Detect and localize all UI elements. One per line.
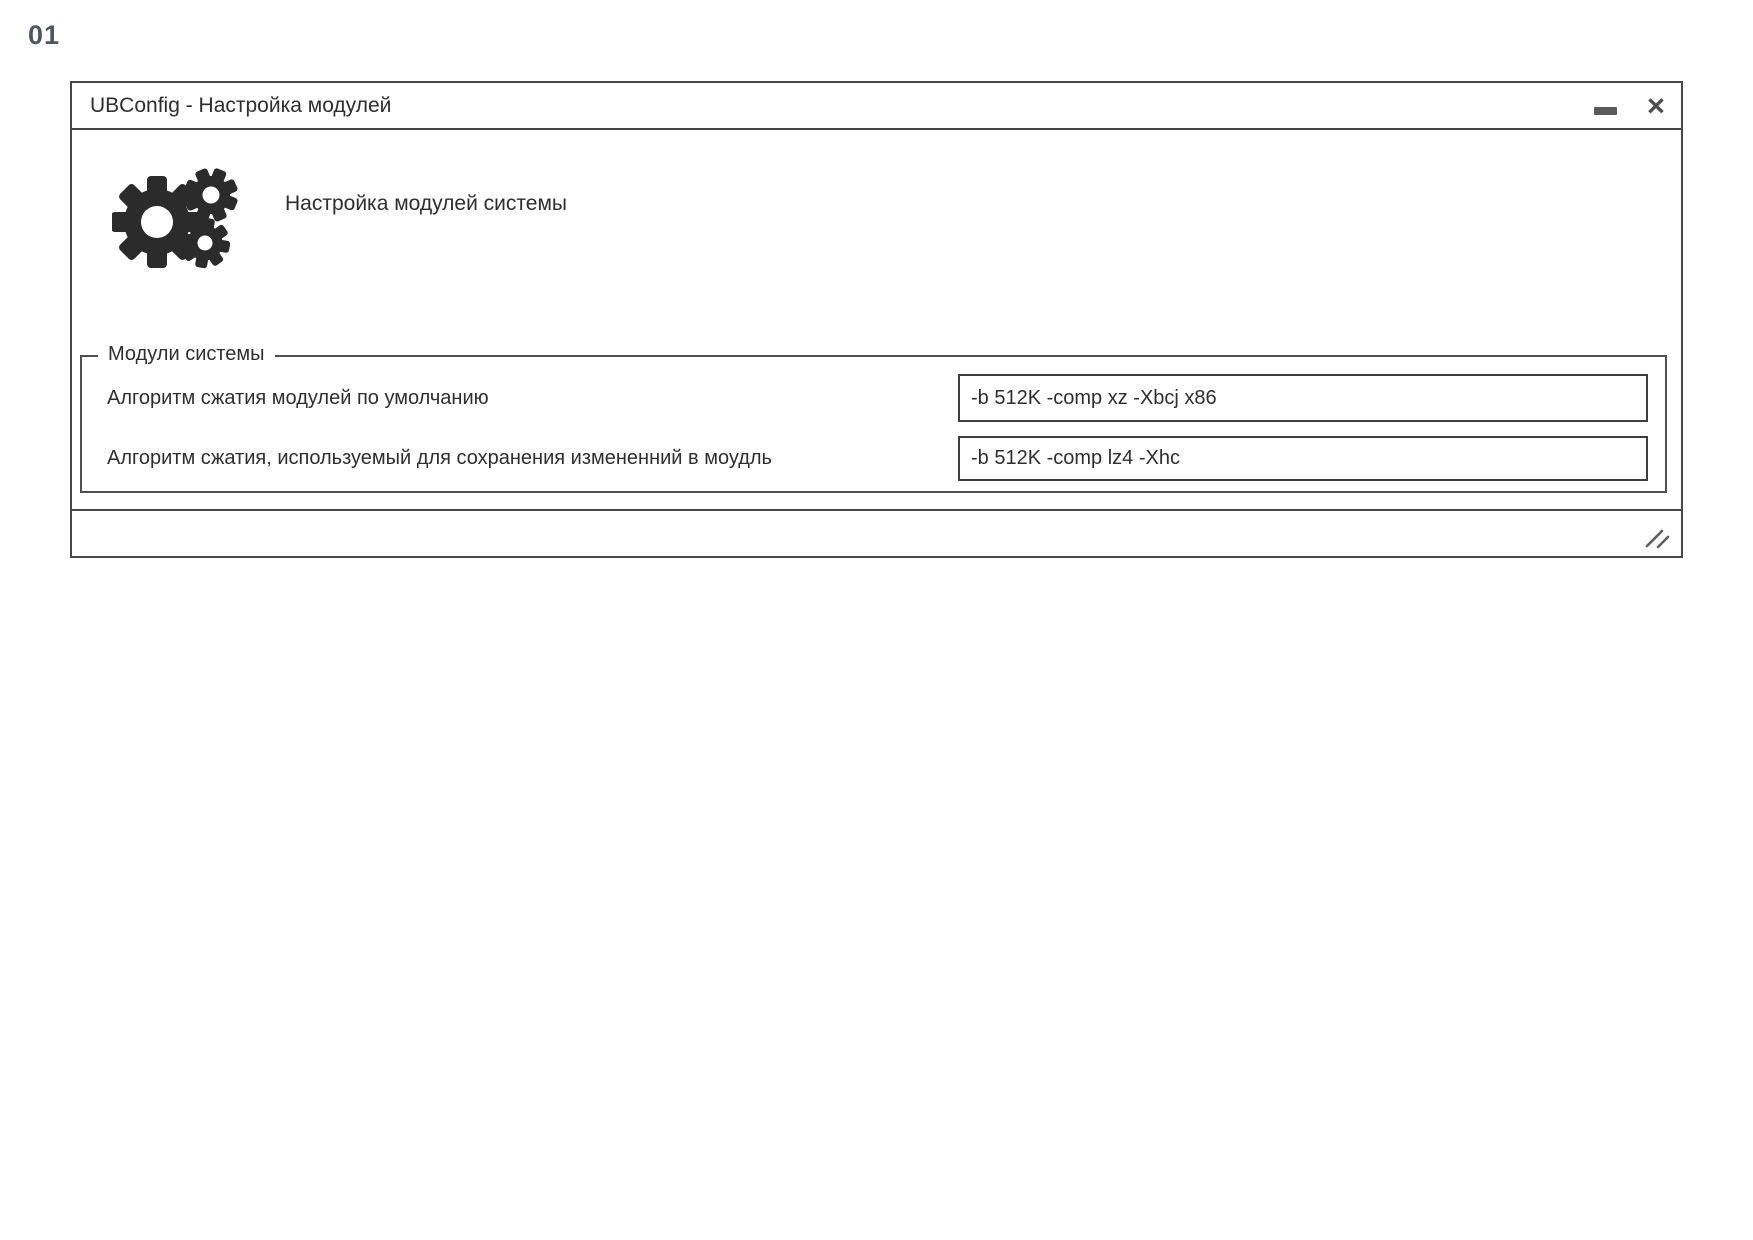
save-compression-label: Алгоритм сжатия, используемый для сохранения измененний в моудль xyxy=(107,447,772,469)
resize-grip-icon[interactable] xyxy=(1645,529,1671,549)
modules-groupbox xyxy=(80,343,1667,493)
gears-icon xyxy=(112,152,240,270)
slide-number: 01 xyxy=(28,20,61,50)
window-title: UBConfig - Настройка модулей xyxy=(90,93,392,117)
save-compression-input[interactable] xyxy=(958,436,1648,481)
close-icon: × xyxy=(1646,88,1665,123)
window-controls xyxy=(1594,83,1665,128)
dialog-heading: Настройка модулей системы xyxy=(285,192,567,215)
minimize-icon xyxy=(1594,107,1617,115)
ubconfig-window xyxy=(70,81,1683,558)
titlebar[interactable] xyxy=(72,83,1681,130)
close-button[interactable] xyxy=(1647,90,1665,121)
groupbox-legend: Модули системы xyxy=(98,343,275,366)
statusbar xyxy=(72,509,1681,556)
default-compression-label: Алгоритм сжатия модулей по умолчанию xyxy=(107,386,489,409)
default-compression-input[interactable] xyxy=(958,374,1648,422)
minimize-button[interactable] xyxy=(1594,97,1617,115)
